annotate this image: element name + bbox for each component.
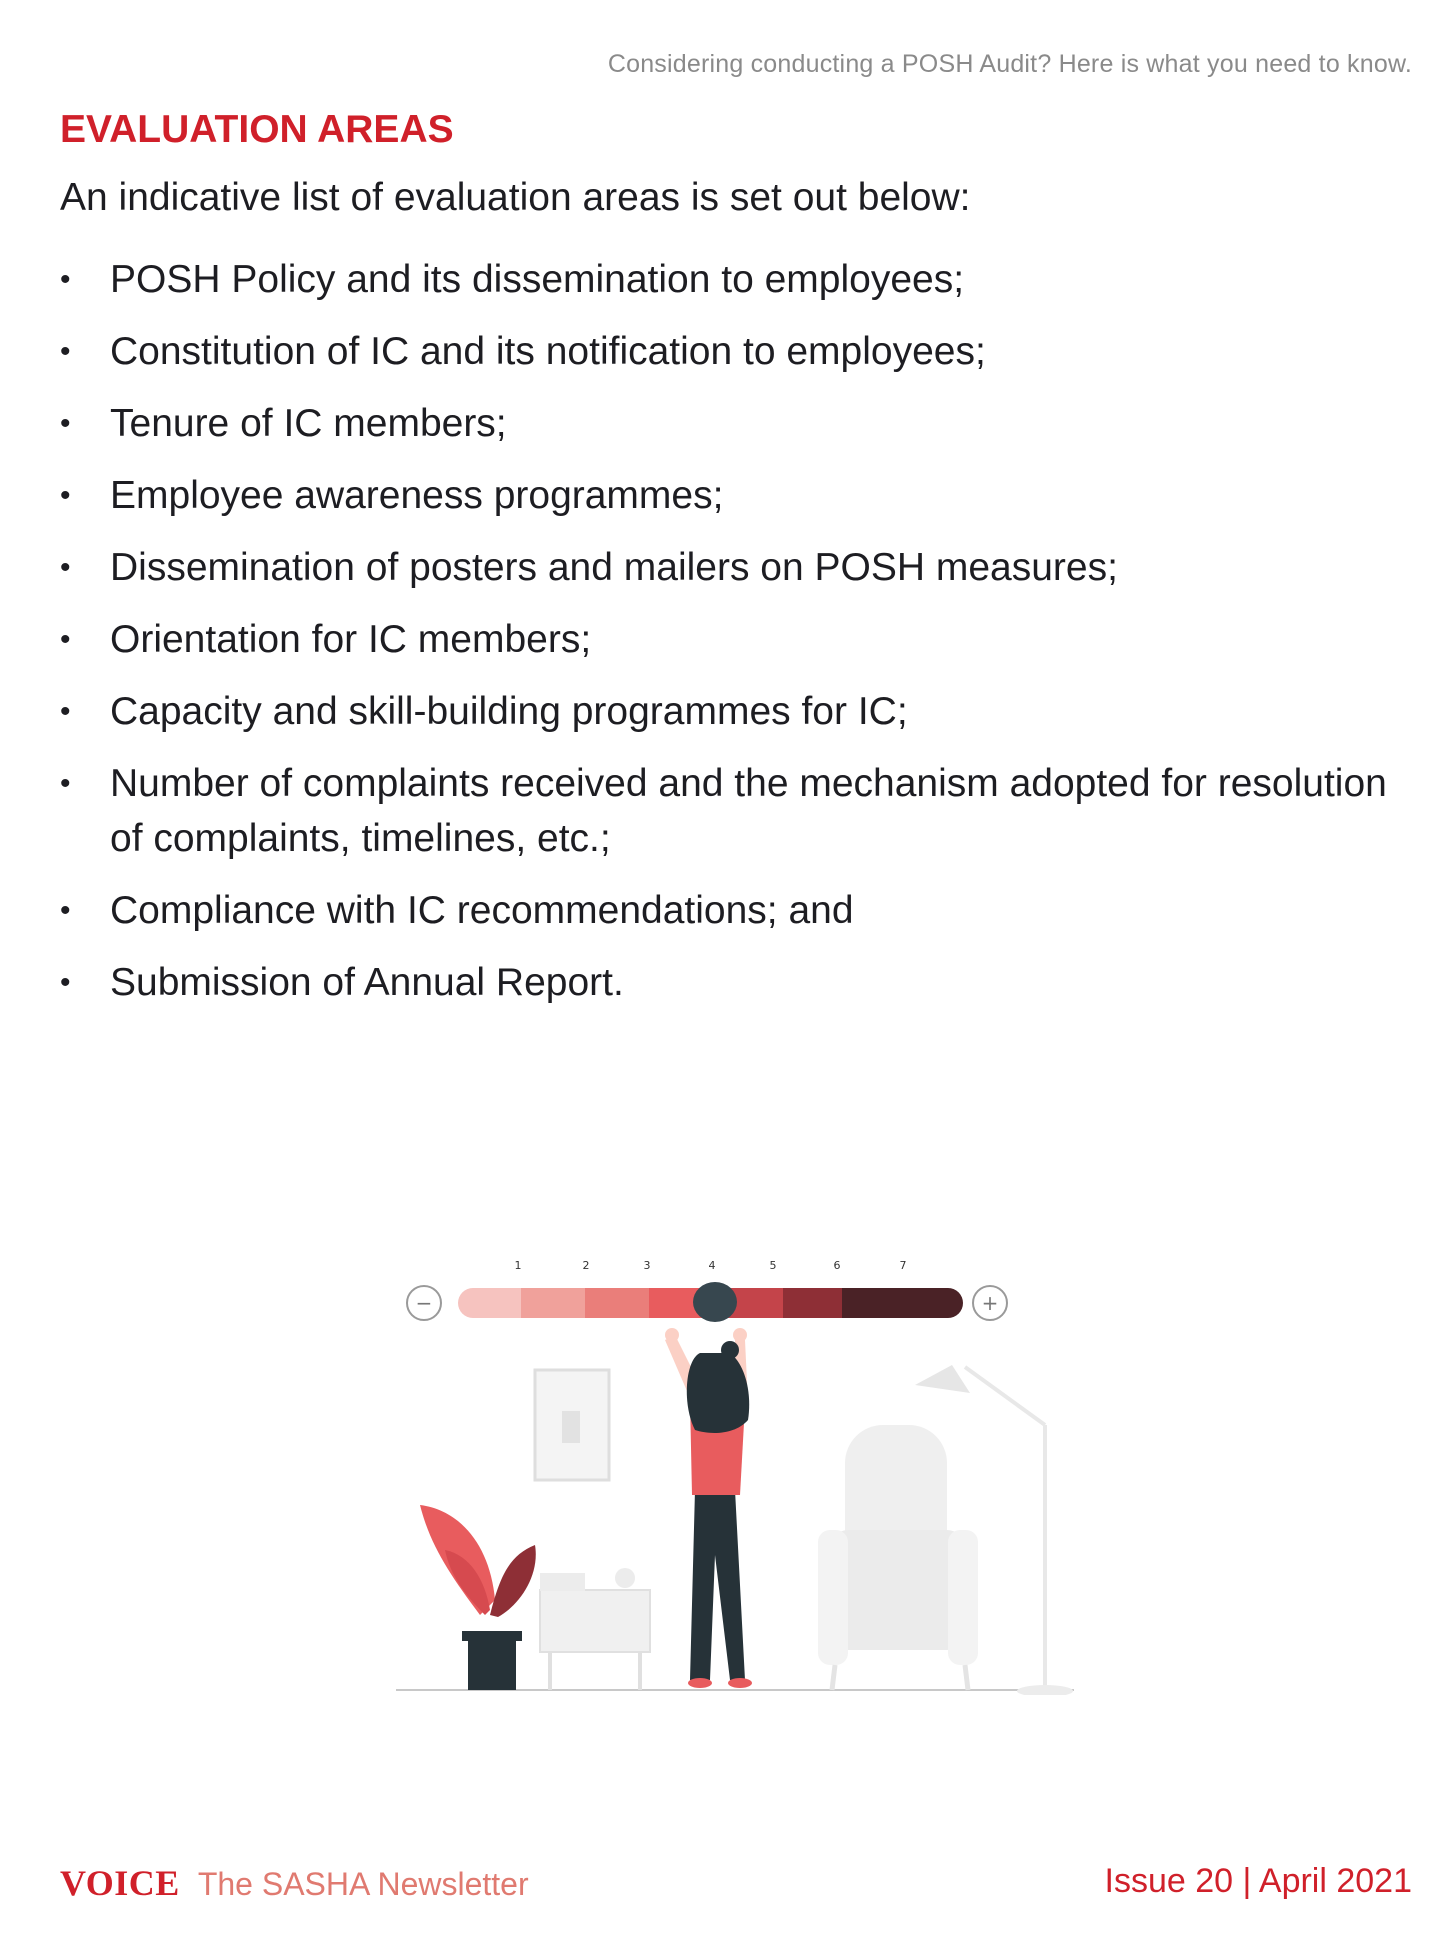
list-item bbox=[60, 540, 1420, 595]
bullet-icon: • bbox=[60, 479, 71, 512]
issue-info: Issue 20 | April 2021 bbox=[1104, 1862, 1412, 1900]
evaluation-areas-list bbox=[60, 252, 1420, 1027]
list-item-text: Dissemination of posters and mailers on POSH measures; bbox=[110, 546, 1118, 589]
voice-logo: VOICE bbox=[60, 1863, 180, 1903]
list-item-text: Number of complaints received and the mechanism adopted for resolution of complaints, timelines, etc.; bbox=[110, 762, 1387, 860]
scale-label-3: 3 bbox=[643, 1259, 651, 1272]
list-item-text: Constitution of IC and its notification to employees; bbox=[110, 330, 986, 373]
scale-label-2: 2 bbox=[582, 1259, 590, 1272]
list-item bbox=[60, 883, 1420, 938]
list-item-text: Submission of Annual Report. bbox=[110, 961, 624, 1004]
list-item bbox=[60, 756, 1420, 866]
woman-figure bbox=[665, 1282, 752, 1688]
list-item-text: Compliance with IC recommendations; and bbox=[110, 889, 854, 932]
list-item bbox=[60, 252, 1420, 307]
list-item-text: Orientation for IC members; bbox=[110, 618, 592, 661]
intro-text: An indicative list of evaluation areas is set out below: bbox=[60, 176, 971, 219]
minus-glyph: − bbox=[415, 1291, 433, 1315]
list-item-text: Capacity and skill-building programmes for IC; bbox=[110, 690, 908, 733]
scale-label-1: 1 bbox=[514, 1259, 522, 1272]
bullet-icon: • bbox=[60, 407, 71, 440]
bullet-icon: • bbox=[60, 335, 71, 368]
list-item bbox=[60, 612, 1420, 667]
list-item-text: POSH Policy and its dissemination to employees; bbox=[110, 258, 965, 301]
list-item bbox=[60, 396, 1420, 451]
list-item-text: Employee awareness programmes; bbox=[110, 474, 724, 517]
plant bbox=[420, 1505, 536, 1690]
scale-label-4: 4 bbox=[708, 1259, 716, 1272]
list-item bbox=[60, 324, 1420, 379]
bullet-icon: • bbox=[60, 263, 71, 296]
plus-glyph: + bbox=[981, 1291, 999, 1315]
armchair bbox=[818, 1425, 978, 1690]
list-item bbox=[60, 468, 1420, 523]
newsletter-name: The SASHA Newsletter bbox=[197, 1866, 529, 1902]
list-item bbox=[60, 684, 1420, 739]
scale-label-6: 6 bbox=[833, 1259, 841, 1272]
section-title: EVALUATION AREAS bbox=[60, 108, 454, 151]
list-item-text: Tenure of IC members; bbox=[110, 402, 507, 445]
bullet-icon: • bbox=[60, 767, 71, 800]
bullet-icon: • bbox=[60, 894, 71, 927]
list-item bbox=[60, 955, 1420, 1010]
running-header: Considering conducting a POSH Audit? Here is what you need to know. bbox=[607, 50, 1412, 78]
footer-brand bbox=[60, 1862, 529, 1904]
bullet-icon: • bbox=[60, 623, 71, 656]
rating-scale-illustration bbox=[390, 1255, 1080, 1695]
bullet-icon: • bbox=[60, 695, 71, 728]
bullet-icon: • bbox=[60, 966, 71, 999]
scale-label-5: 5 bbox=[769, 1259, 777, 1272]
scale-label-7: 7 bbox=[899, 1259, 907, 1272]
side-table bbox=[540, 1590, 650, 1652]
bullet-icon: • bbox=[60, 551, 71, 584]
